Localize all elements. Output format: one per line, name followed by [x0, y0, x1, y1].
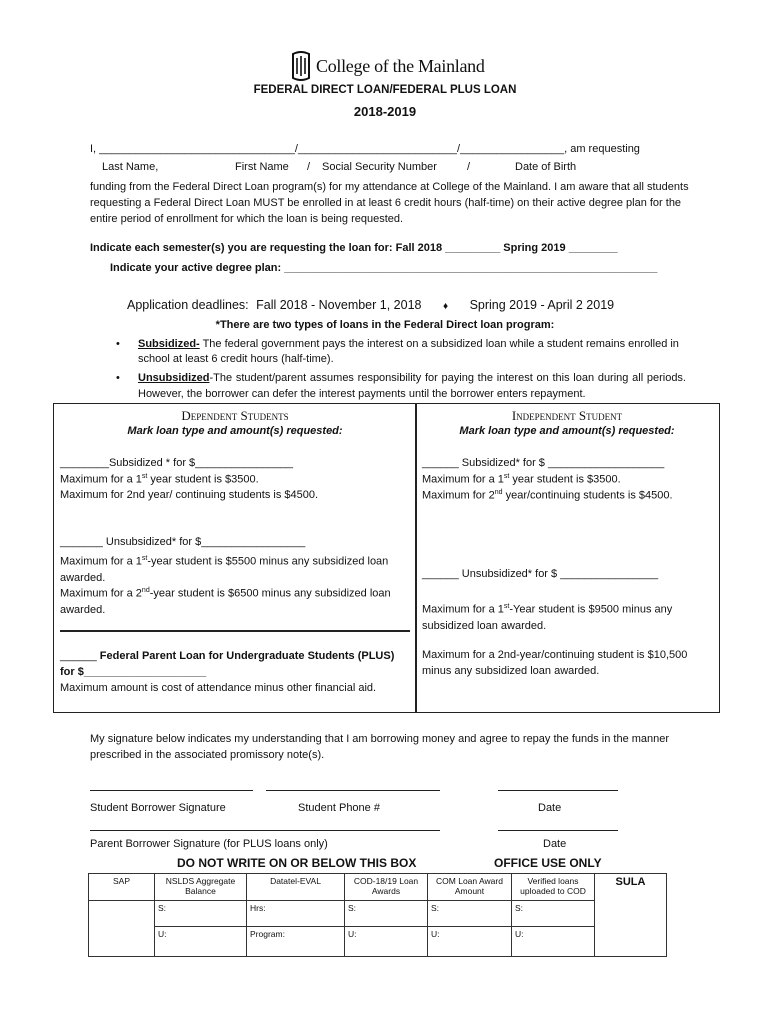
- last-name-label: Last Name,: [102, 161, 159, 173]
- independent-sub-max2: Maximum for 2nd year/continuing students is $4500.: [422, 489, 673, 502]
- cell-com-s[interactable]: S:: [428, 901, 512, 927]
- loan-type-subsidized: [116, 337, 686, 367]
- diamond-icon: ♦: [442, 301, 449, 312]
- bullet-icon: •: [116, 338, 120, 350]
- header-verified: Verified loans uploaded to COD: [512, 874, 595, 901]
- cell-cod-u[interactable]: U:: [345, 927, 428, 957]
- dependent-unsub-max2: Maximum for a 2nd-year student is $6500 minus any subsidized loan awarded.: [60, 587, 391, 616]
- student-signature-label: Student Borrower Signature: [90, 802, 226, 814]
- unsubsidized-desc: -The student/parent assumes responsibility for paying the interest on this loan during all periods. However, the borrower can defer the interest payments until the borrower enters repayment.: [138, 372, 686, 400]
- cell-datatel-program[interactable]: Program:: [247, 927, 345, 957]
- header-nslds: NSLDS Aggregate Balance: [155, 874, 247, 901]
- cell-com-u[interactable]: U:: [428, 927, 512, 957]
- logo-mark-icon: [290, 50, 312, 82]
- independent-unsub-max1: Maximum for a 1st-Year student is $9500 minus any subsidized loan awarded.: [422, 603, 673, 632]
- header-cod: COD-18/19 Loan Awards: [345, 874, 428, 901]
- cell-nslds-u[interactable]: U:: [155, 927, 247, 957]
- deadline-spring: Spring 2019 - April 2 2019: [469, 298, 615, 312]
- cell-datatel-hrs[interactable]: Hrs:: [247, 901, 345, 927]
- funding-paragraph: funding from the Federal Direct Loan program(s) for my attendance at College of the Mainland. I am aware that all students requesting a Federal Direct Loan MUST be enrolled in at least 6 credit hours (half-time) on their active degree plan for the entire period of enrollment for which the loan is being requested.: [90, 181, 689, 225]
- dependent-sub-max1: Maximum for a 1st year student is $3500.: [60, 473, 259, 486]
- cell-nslds-s[interactable]: S:: [155, 901, 247, 927]
- office-header-row: [89, 874, 667, 901]
- bullet-icon: •: [116, 372, 120, 384]
- degree-plan-line[interactable]: Indicate your active degree plan: _____________________________________________________________: [110, 262, 658, 274]
- office-use-label: OFFICE USE ONLY: [494, 856, 602, 870]
- ssn-label: Social Security Number: [322, 161, 437, 173]
- plus-max: Maximum amount is cost of attendance minus other financial aid.: [60, 682, 377, 694]
- form-year: 2018-2019: [353, 104, 417, 119]
- header-datatel: Datatel-EVAL: [247, 874, 345, 901]
- column-divider: [415, 404, 417, 712]
- college-logo: [290, 50, 490, 84]
- student-phone-label: Student Phone #: [298, 802, 380, 814]
- date-line-2[interactable]: [498, 830, 618, 831]
- agreement-text: My signature below indicates my understanding that I am borrowing money and agree to repay the funds in the manner prescribed in the associated promissory note(s).: [90, 733, 670, 761]
- student-signature-line[interactable]: [90, 790, 253, 791]
- header-com-loan: COM Loan Award Amount: [428, 874, 512, 901]
- independent-unsubsidized-field[interactable]: ______ Unsubsidized* for $ ________________: [422, 568, 659, 580]
- dob-label: Date of Birth: [515, 161, 577, 173]
- logo-text: College of the Mainland: [316, 56, 485, 76]
- deadlines-row: [127, 298, 614, 312]
- date-label-2: Date: [543, 838, 567, 850]
- separator-2: /: [467, 161, 471, 173]
- first-name-label: First Name: [235, 161, 289, 173]
- loan-type-unsubsidized: [116, 370, 686, 402]
- dependent-subtitle: Mark loan type and amount(s) requested:: [127, 425, 343, 437]
- cell-verified-s[interactable]: S:: [512, 901, 595, 927]
- header-sap: SAP: [89, 874, 155, 901]
- applicant-line[interactable]: I, ________________________________/__________________________/_________________, am requesting: [90, 143, 640, 155]
- date-label-1: Date: [538, 802, 562, 814]
- loan-types-note: *There are two types of loans in the Federal Direct loan program:: [215, 319, 555, 331]
- parent-signature-line[interactable]: [90, 830, 440, 831]
- do-not-write-label: DO NOT WRITE ON OR BELOW THIS BOX: [177, 856, 417, 870]
- dependent-unsub-max1: Maximum for a 1st-year student is $5500 minus any subsidized loan awarded.: [60, 555, 389, 584]
- office-row-1: [89, 901, 667, 927]
- student-phone-line[interactable]: [266, 790, 440, 791]
- deadlines-label: Application deadlines:: [127, 298, 249, 312]
- separator-1: /: [307, 161, 311, 173]
- dependent-sub-max2: Maximum for 2nd year/ continuing students is $4500.: [60, 489, 319, 501]
- deadline-fall: Fall 2018 - November 1, 2018: [256, 298, 422, 312]
- independent-subtitle: Mark loan type and amount(s) requested:: [459, 425, 675, 437]
- independent-subsidized-field[interactable]: ______ Subsidized* for $ ___________________: [422, 457, 665, 469]
- parent-signature-label: Parent Borrower Signature (for PLUS loans only): [90, 838, 328, 850]
- plus-loan-title[interactable]: ______ Federal Parent Loan for Undergraduate Students (PLUS): [60, 650, 395, 662]
- plus-divider: [60, 630, 410, 632]
- independent-unsub-max2: Maximum for a 2nd-year/continuing student is $10,500 minus any subsidized loan awarded.: [422, 649, 688, 677]
- cell-cod-s[interactable]: S:: [345, 901, 428, 927]
- cell-verified-u[interactable]: U:: [512, 927, 595, 957]
- independent-title: Independent Student: [511, 408, 623, 423]
- date-line-1[interactable]: [498, 790, 618, 791]
- dependent-title: Dependent Students: [181, 408, 289, 423]
- independent-sub-max1: Maximum for a 1st year student is $3500.: [422, 473, 621, 486]
- subsidized-desc: The federal government pays the interest on a subsidized loan while a student remains enrolled in school at least 6 credit hours (half-time).: [138, 338, 679, 365]
- cell-sap-1[interactable]: [89, 901, 155, 957]
- dependent-unsubsidized-field[interactable]: _______ Unsubsidized* for $_________________: [60, 536, 306, 548]
- dependent-subsidized-field[interactable]: ________Subsidized * for $________________: [60, 457, 294, 469]
- office-use-table: [88, 873, 667, 957]
- header-sula: SULA: [595, 874, 667, 957]
- form-title: FEDERAL DIRECT LOAN/FEDERAL PLUS LOAN: [253, 84, 517, 96]
- subsidized-term: Subsidized-: [138, 338, 200, 350]
- plus-amount-field[interactable]: for $____________________: [60, 666, 207, 678]
- office-row-2: [89, 927, 667, 957]
- unsubsidized-term: Unsubsidized: [138, 372, 210, 384]
- semester-line[interactable]: Indicate each semester(s) you are requesting the loan for: Fall 2018 _________ Spring 2019 ________: [90, 242, 618, 254]
